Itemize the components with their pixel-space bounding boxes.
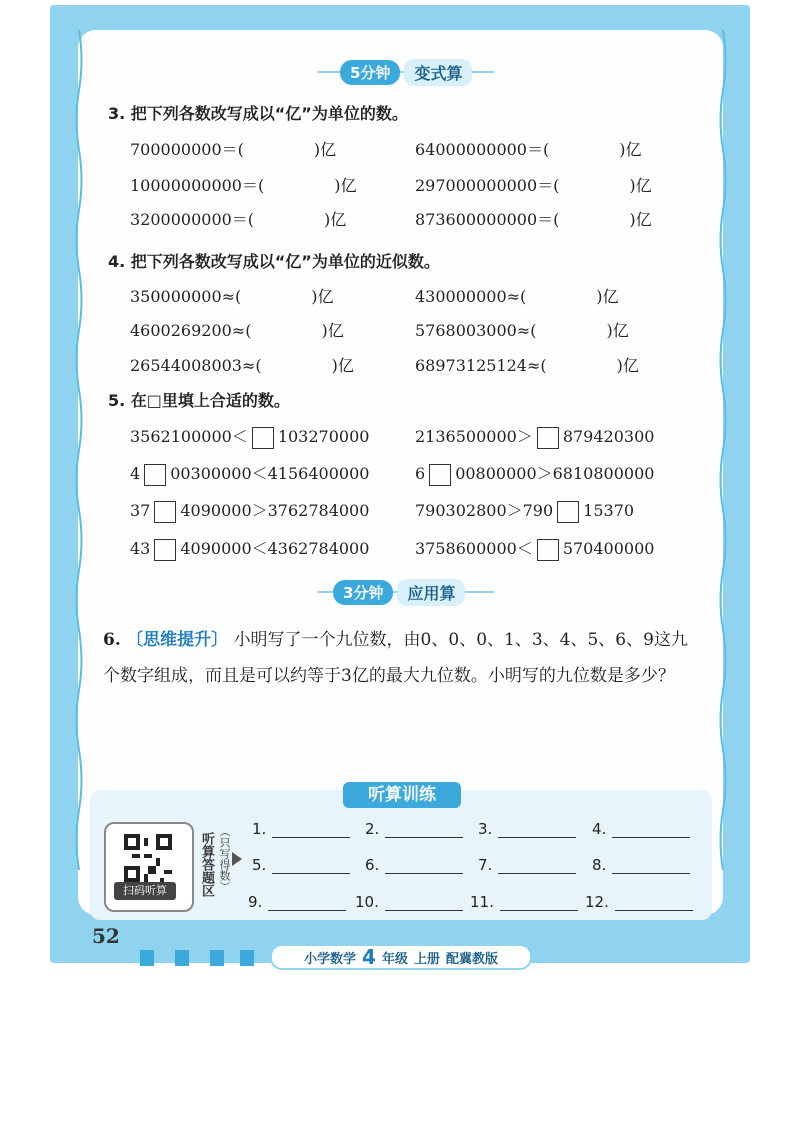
page-number: 52	[92, 924, 120, 948]
qr-label: 扫码听算	[114, 882, 176, 900]
answer-slot[interactable]: 5.	[252, 856, 350, 874]
section1-title: 变式算	[404, 59, 472, 86]
q3-item: 297000000000＝( )亿	[415, 176, 652, 195]
answer-box[interactable]	[429, 464, 451, 486]
footer-grade-unit: 年级	[381, 951, 408, 967]
footer-subject: 小学数学	[304, 951, 357, 967]
footer-edition: 配冀教版	[445, 951, 498, 967]
listening-side-label: 听算答题区	[199, 832, 214, 897]
q3-item: 3200000000＝( )亿	[130, 210, 347, 229]
q5-item: 3758600000＜ 570400000	[415, 536, 654, 561]
section2-title: 应用算	[397, 579, 465, 606]
q4-item: 5768003000≈( )亿	[415, 321, 629, 340]
section2-header	[333, 580, 465, 604]
q3-item: 873600000000＝( )亿	[415, 210, 652, 229]
answer-slot[interactable]: 1.	[252, 820, 350, 838]
q4-item: 26544008003≈( )亿	[130, 356, 354, 375]
answer-slot[interactable]: 3.	[478, 820, 576, 838]
q4-item: 430000000≈( )亿	[415, 287, 619, 306]
q5-item: 790302800＞790 15370	[415, 498, 634, 523]
footer-volume: 上册	[413, 951, 440, 967]
answer-slot[interactable]: 12.	[585, 893, 693, 911]
q6-body: 小明写了一个九位数，由0、0、0、1、3、4、5、6、9这九个数字组成，而且是可以约等于3亿的最大九位数。小明写的九位数是多少？	[103, 630, 688, 686]
answer-slot[interactable]: 4.	[592, 820, 690, 838]
play-arrow-icon	[232, 852, 242, 866]
q5-item: 6 00800000＞6810800000	[415, 461, 654, 486]
q5-item: 2136500000＞ 879420300	[415, 424, 654, 449]
answer-box[interactable]	[252, 427, 274, 449]
q5-item: 37 4090000＞3762784000	[130, 498, 369, 523]
listening-side-note: （只写得数）	[218, 826, 231, 892]
q5-item: 3562100000＜ 103270000	[130, 424, 369, 449]
section1-header	[340, 60, 472, 84]
q3-item: 64000000000＝( )亿	[415, 140, 642, 159]
listening-title: 听算训练	[343, 782, 461, 808]
answer-box[interactable]	[144, 464, 166, 486]
footer-decoration	[240, 950, 254, 966]
answer-slot[interactable]: 10.	[355, 893, 463, 911]
answer-slot[interactable]: 9.	[248, 893, 346, 911]
q5-item: 4 00300000＜4156400000	[130, 461, 369, 486]
wave-border-left	[74, 30, 84, 890]
qr-code-icon	[124, 834, 172, 882]
q3-item: 10000000000＝( )亿	[130, 176, 357, 195]
footer-decoration	[140, 950, 154, 966]
footer-book-info	[270, 944, 532, 970]
answer-slot[interactable]: 11.	[470, 893, 578, 911]
q5-item: 43 4090000＜4362784000	[130, 536, 369, 561]
answer-box[interactable]	[154, 501, 176, 523]
q4-title: 4. 把下列各数改写成以“亿”为单位的近似数。	[108, 252, 440, 271]
answer-slot[interactable]: 7.	[478, 856, 576, 874]
q4-item: 350000000≈( )亿	[130, 287, 334, 306]
q6-text	[103, 622, 703, 694]
q3-title: 3. 把下列各数改写成以“亿”为单位的数。	[108, 104, 408, 123]
answer-box[interactable]	[537, 427, 559, 449]
footer-grade: 4	[362, 945, 376, 969]
answer-slot[interactable]: 6.	[365, 856, 463, 874]
q4-item: 68973125124≈( )亿	[415, 356, 639, 375]
footer-decoration	[175, 950, 189, 966]
q6-number: 6.	[103, 630, 121, 650]
q5-title: 5. 在□里填上合适的数。	[108, 391, 290, 410]
answer-slot[interactable]: 8.	[592, 856, 690, 874]
q4-item: 4600269200≈( )亿	[130, 321, 344, 340]
section2-time: 3分钟	[333, 580, 393, 605]
answer-box[interactable]	[154, 539, 176, 561]
q6-tag: 〔思维提升〕	[126, 630, 229, 650]
footer-decoration	[210, 950, 224, 966]
wave-border-right	[718, 30, 728, 890]
answer-box[interactable]	[537, 539, 559, 561]
q3-item: 700000000＝( )亿	[130, 140, 337, 159]
answer-slot[interactable]: 2.	[365, 820, 463, 838]
section1-time: 5分钟	[340, 60, 400, 85]
answer-box[interactable]	[557, 501, 579, 523]
